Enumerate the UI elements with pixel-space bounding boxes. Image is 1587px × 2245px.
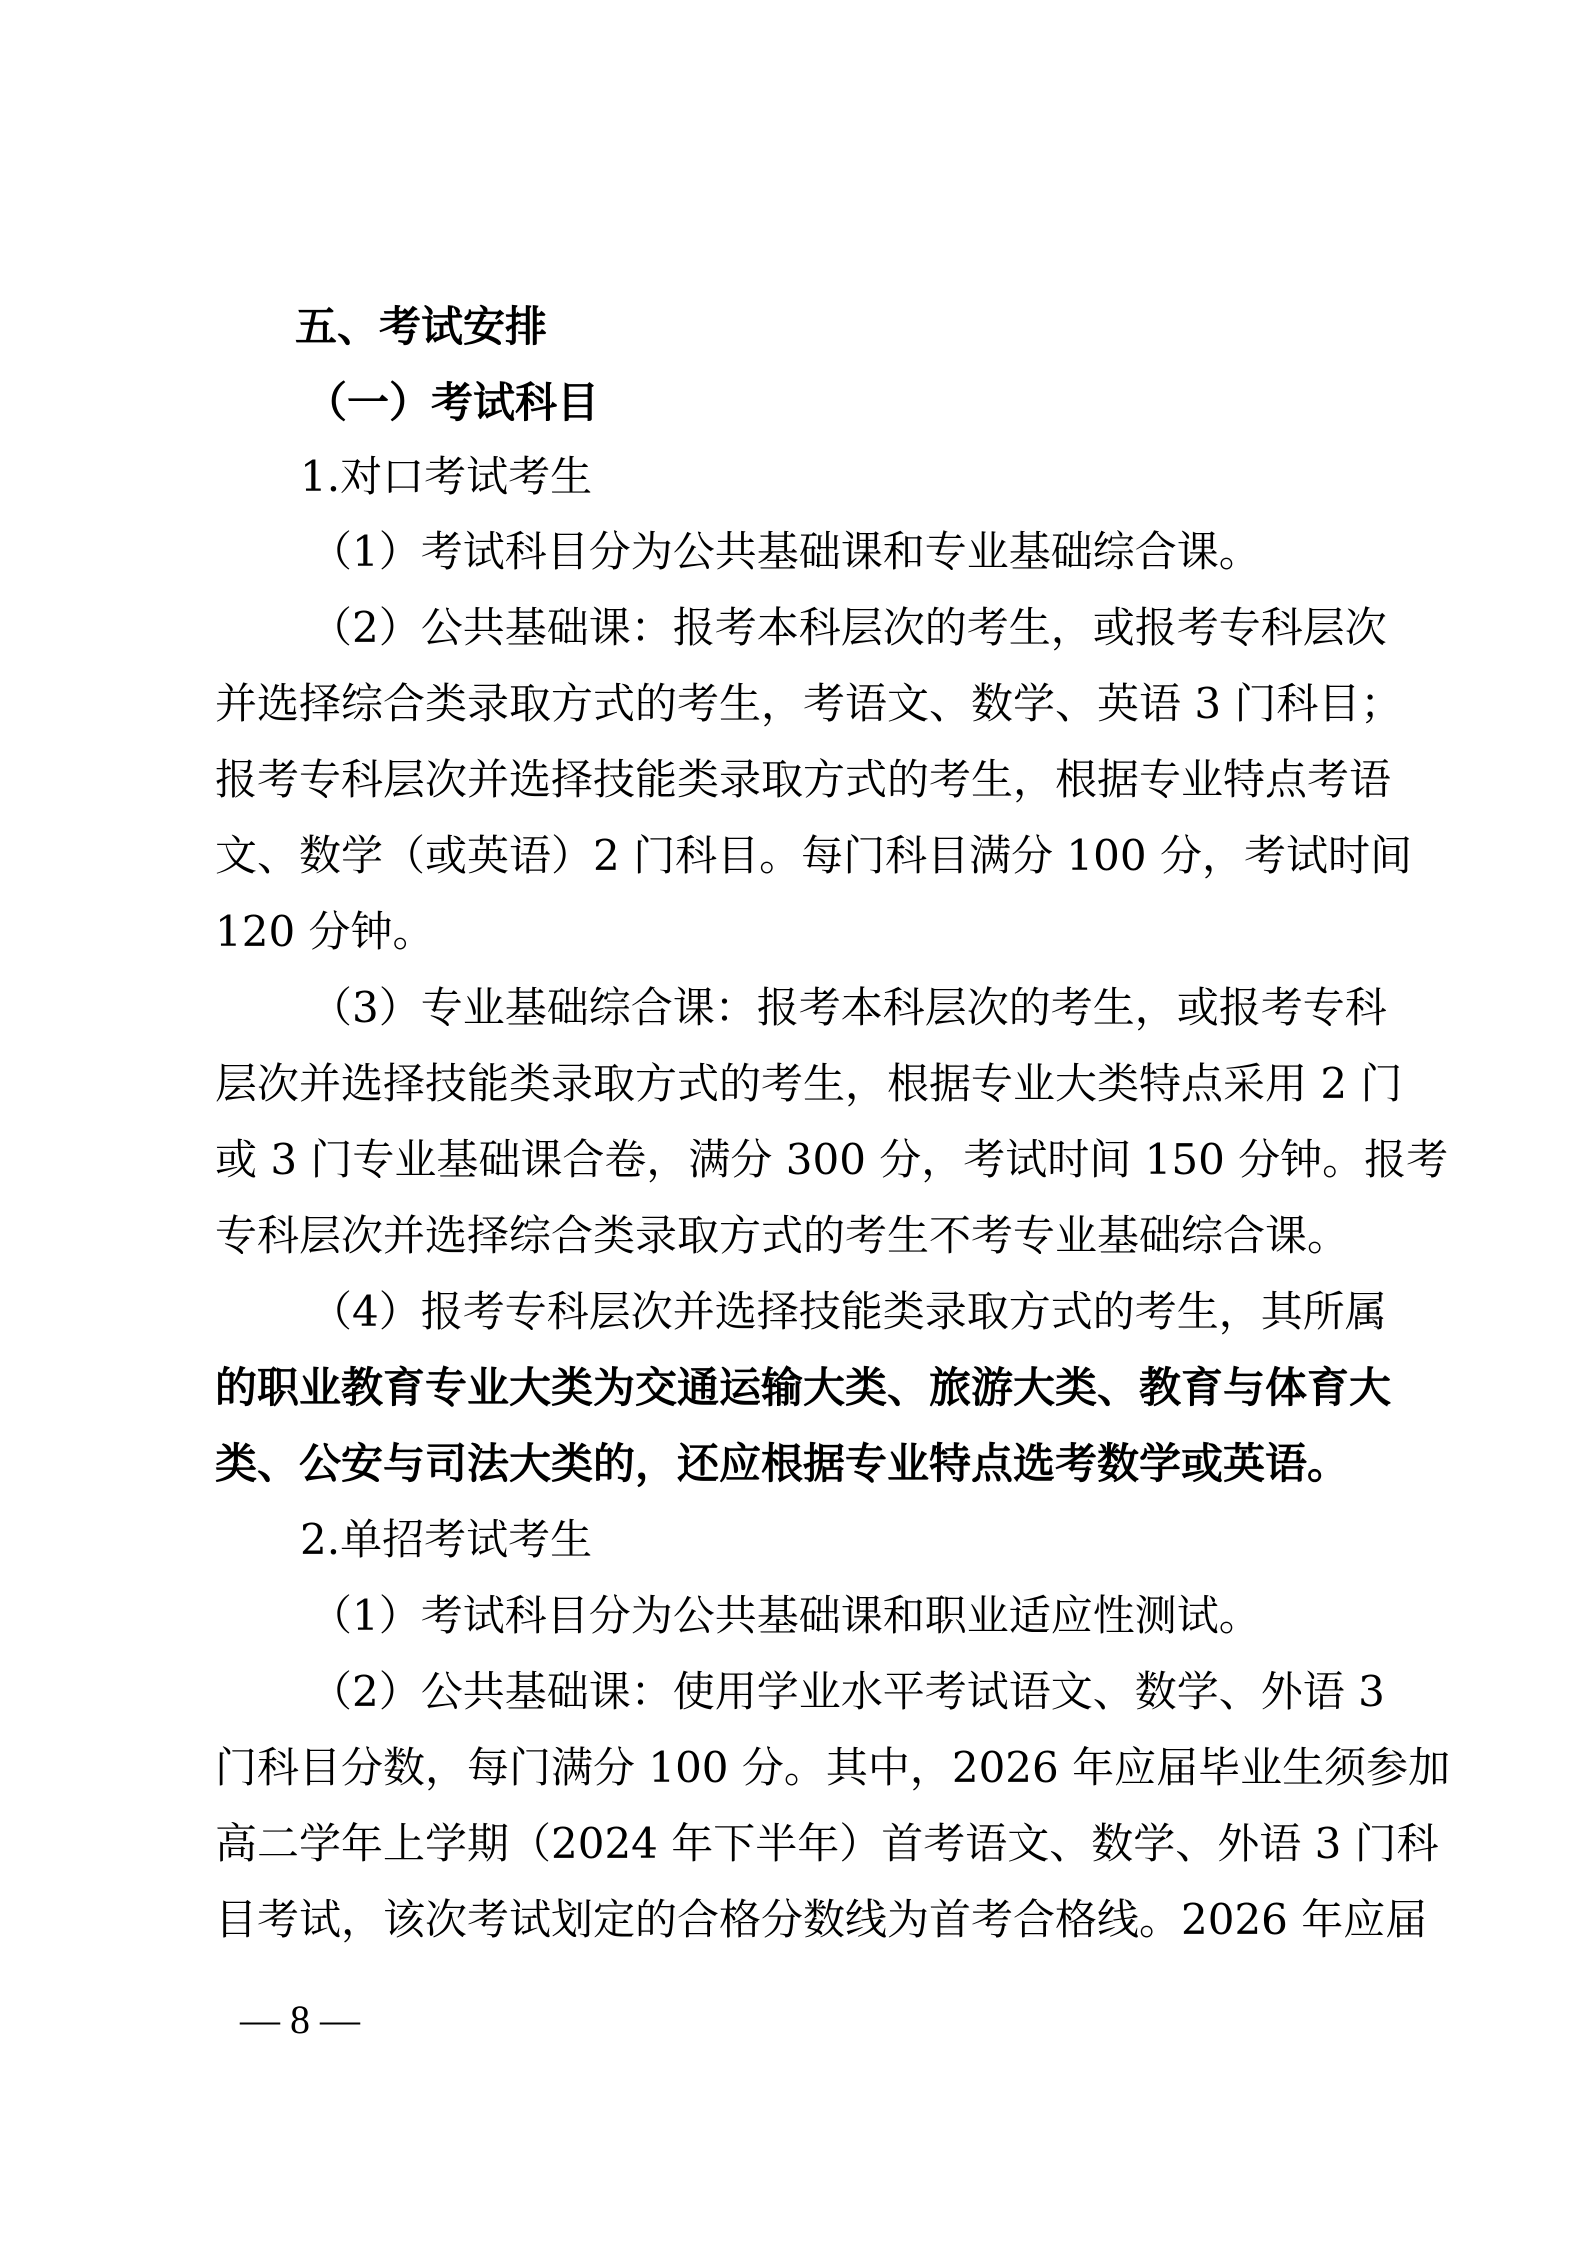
paragraph-2-line-5: 120 分钟。	[215, 907, 435, 956]
paragraph-3-line-1: （3）专业基础综合课：报考本科层次的考生，或报考专科	[310, 983, 1387, 1032]
section1-title: 1.对口考试考生	[300, 452, 593, 501]
subsection-heading: （一）考试科目	[305, 378, 600, 427]
paragraph-3-line-3: 或 3 门专业基础课合卷，满分 300 分，考试时间 150 分钟。报考	[215, 1135, 1449, 1184]
paragraph-6-line-3: 高二学年上学期（2024 年下半年）首考语文、数学、外语 3 门科	[215, 1819, 1439, 1868]
paragraph-2-line-2: 并选择综合类录取方式的考生，考语文、数学、英语 3 门科目；	[215, 679, 1403, 728]
paragraph-4-line-2: 的职业教育专业大类为交通运输大类、旅游大类、教育与体育大	[215, 1363, 1392, 1412]
page-number: — 8 —	[240, 1997, 360, 2042]
paragraph-3-line-2: 层次并选择技能类录取方式的考生，根据专业大类特点采用 2 门	[215, 1059, 1403, 1108]
paragraph-5: （1）考试科目分为公共基础课和职业适应性测试。	[310, 1591, 1261, 1640]
paragraph-6-line-4: 目考试，该次考试划定的合格分数线为首考合格线。2026 年应届	[215, 1895, 1428, 1944]
paragraph-2-line-1: （2）公共基础课：报考本科层次的考生，或报考专科层次	[310, 603, 1387, 652]
paragraph-4-line-1: （4）报考专科层次并选择技能类录取方式的考生，其所属	[310, 1287, 1387, 1336]
paragraph-6-line-1: （2）公共基础课：使用学业水平考试语文、数学、外语 3	[310, 1667, 1385, 1716]
paragraph-1: （1）考试科目分为公共基础课和专业基础综合课。	[310, 527, 1261, 576]
section2-title: 2.单招考试考生	[300, 1515, 593, 1564]
paragraph-2-line-3: 报考专科层次并选择技能类录取方式的考生，根据专业特点考语	[215, 755, 1392, 804]
paragraph-4-line-3: 类、公安与司法大类的，还应根据专业特点选考数学或英语。	[215, 1439, 1350, 1488]
paragraph-2-line-4: 文、数学（或英语）2 门科目。每门科目满分 100 分，考试时间	[215, 831, 1412, 880]
paragraph-6-line-2: 门科目分数，每门满分 100 分。其中，2026 年应届毕业生须参加	[215, 1743, 1451, 1792]
section-heading: 五、考试安排	[295, 302, 548, 351]
paragraph-3-line-4: 专科层次并选择综合类录取方式的考生不考专业基础综合课。	[215, 1211, 1350, 1260]
